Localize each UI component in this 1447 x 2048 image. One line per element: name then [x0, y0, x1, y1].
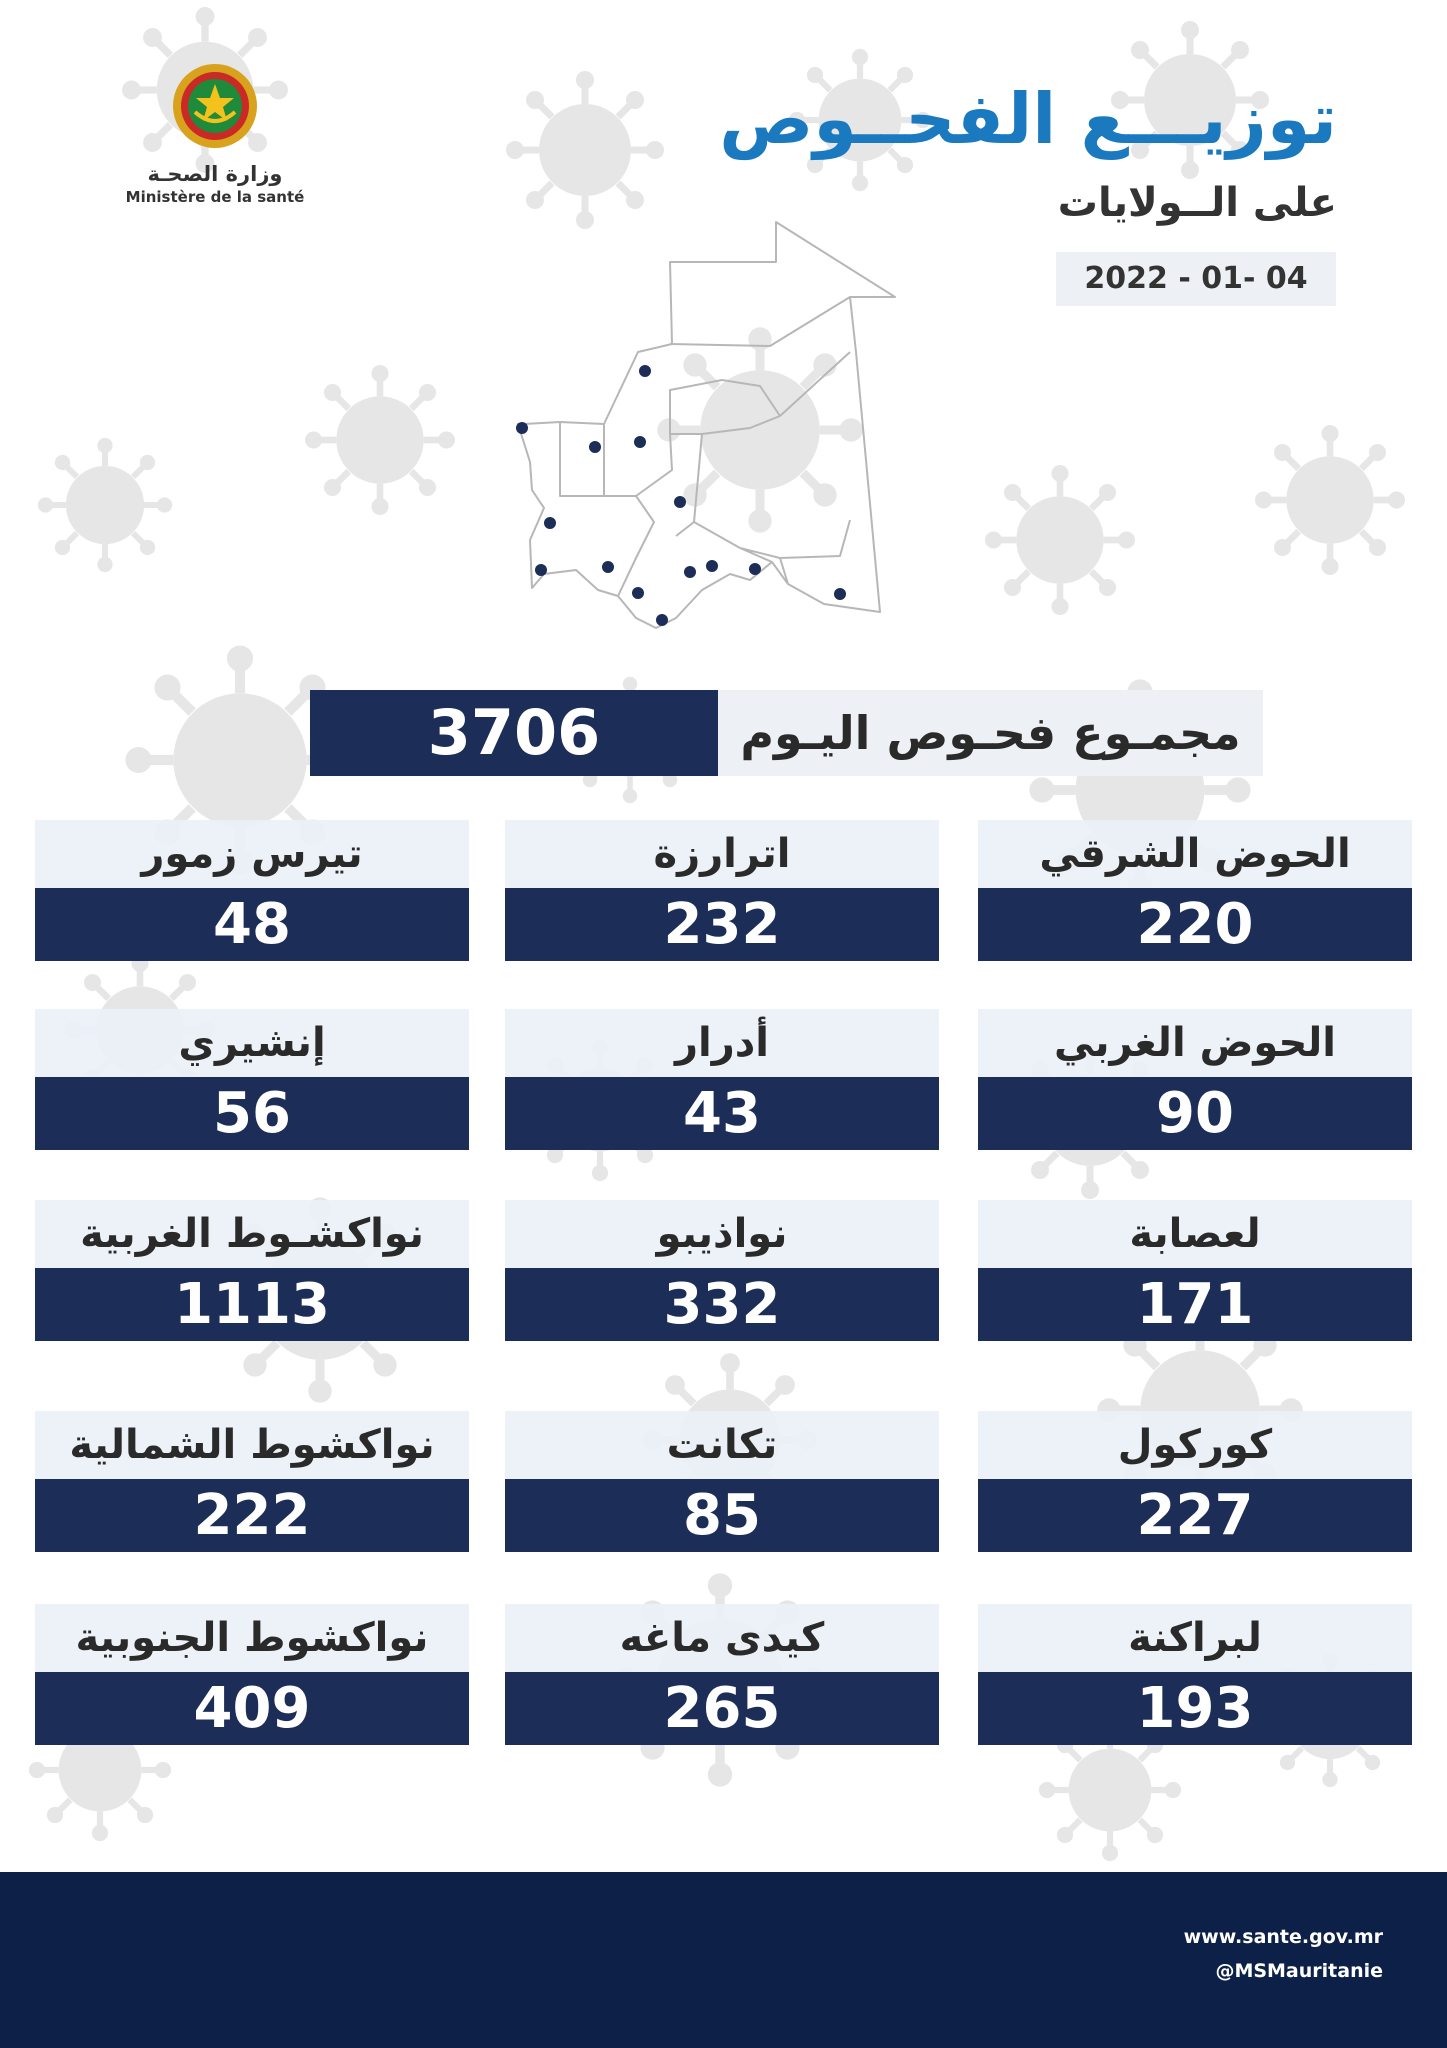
region-value: 43 [505, 1077, 939, 1150]
social-handle[interactable]: @MSMauritanie [1215, 1960, 1383, 1982]
region-name: نواكشوط الشمالية [35, 1411, 469, 1479]
region-name: الحوض الغربي [978, 1009, 1412, 1077]
ministry-logo [110, 62, 320, 206]
region-value: 85 [505, 1479, 939, 1552]
region-card [505, 1200, 939, 1341]
region-card [505, 1604, 939, 1745]
footer [0, 1872, 1447, 2048]
region-name: اترارزة [505, 820, 939, 888]
region-value: 1113 [35, 1268, 469, 1341]
region-value: 48 [35, 888, 469, 961]
ministry-name-french: Ministère de la santé [125, 188, 305, 206]
region-value: 265 [505, 1672, 939, 1745]
region-name: أدرار [505, 1009, 939, 1077]
region-value: 232 [505, 888, 939, 961]
region-card [35, 820, 469, 961]
region-name: نواذيبو [505, 1200, 939, 1268]
mauritania-map [508, 216, 908, 636]
region-name: الحوض الشرقي [978, 820, 1412, 888]
region-name: لعصابة [978, 1200, 1412, 1268]
region-card [978, 1009, 1412, 1150]
region-value: 193 [978, 1672, 1412, 1745]
region-value: 222 [35, 1479, 469, 1552]
region-card [978, 1411, 1412, 1552]
region-name: تكانت [505, 1411, 939, 1479]
region-name: إنشيري [35, 1009, 469, 1077]
region-name: نواكشوط الجنوبية [35, 1604, 469, 1672]
region-card [35, 1009, 469, 1150]
total-tests-banner [310, 690, 1263, 776]
total-tests-value: 3706 [310, 690, 718, 776]
region-card [35, 1411, 469, 1552]
national-emblem-icon [171, 62, 259, 150]
region-name: كيدى ماغه [505, 1604, 939, 1672]
ministry-name-arabic: وزارة الصحـة [147, 162, 283, 186]
region-card [35, 1604, 469, 1745]
region-card [35, 1200, 469, 1341]
region-value: 220 [978, 888, 1412, 961]
map-region-borders [560, 297, 850, 596]
region-name: نواكشـوط الغربية [35, 1200, 469, 1268]
region-card [978, 1200, 1412, 1341]
total-tests-label: مجمـوع فحـوص اليـوم [718, 690, 1263, 776]
region-name: تيرس زمور [35, 820, 469, 888]
region-card [978, 1604, 1412, 1745]
page-subtitle: على الــولايات [1057, 180, 1337, 226]
report-date: 2022 - 01- 04 [1056, 252, 1336, 306]
region-value: 409 [35, 1672, 469, 1745]
region-value: 227 [978, 1479, 1412, 1552]
region-value: 332 [505, 1268, 939, 1341]
region-card [978, 820, 1412, 961]
region-value: 56 [35, 1077, 469, 1150]
region-name: كوركول [978, 1411, 1412, 1479]
website-link[interactable]: www.sante.gov.mr [1183, 1926, 1383, 1948]
region-card [505, 1411, 939, 1552]
region-name: لبراكنة [978, 1604, 1412, 1672]
page-title: توزيـــع الفحــوص [719, 78, 1337, 160]
region-value: 90 [978, 1077, 1412, 1150]
region-card [505, 1009, 939, 1150]
region-value: 171 [978, 1268, 1412, 1341]
region-card [505, 820, 939, 961]
